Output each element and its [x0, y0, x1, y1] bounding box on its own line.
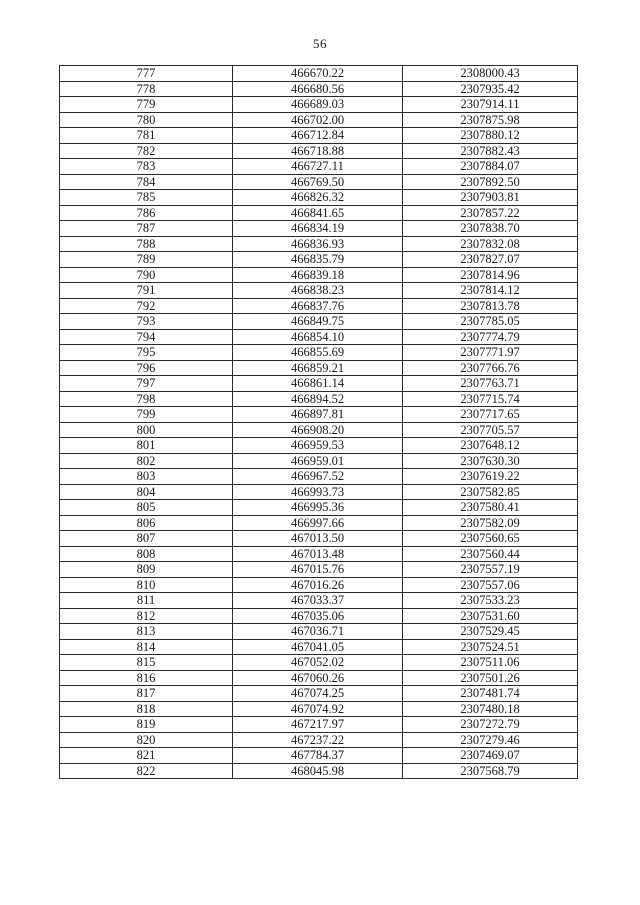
point-number-cell: 789	[60, 252, 233, 268]
table-row	[60, 453, 578, 469]
x-coordinate-cell: 467035.06	[233, 608, 403, 624]
table-row	[60, 763, 578, 779]
y-coordinate-cell: 2307814.12	[403, 283, 578, 299]
x-coordinate-cell: 466712.84	[233, 128, 403, 144]
x-coordinate-cell: 466837.76	[233, 298, 403, 314]
table-row	[60, 577, 578, 593]
point-number-cell: 801	[60, 438, 233, 454]
point-number-cell: 811	[60, 593, 233, 609]
y-coordinate-cell: 2307560.44	[403, 546, 578, 562]
point-number-cell: 814	[60, 639, 233, 655]
table-row	[60, 717, 578, 733]
y-coordinate-cell: 2307785.05	[403, 314, 578, 330]
table-row	[60, 391, 578, 407]
table-row	[60, 407, 578, 423]
point-number-cell: 795	[60, 345, 233, 361]
y-coordinate-cell: 2307531.60	[403, 608, 578, 624]
y-coordinate-cell: 2307630.30	[403, 453, 578, 469]
y-coordinate-cell: 2307619.22	[403, 469, 578, 485]
x-coordinate-cell: 466834.19	[233, 221, 403, 237]
point-number-cell: 817	[60, 686, 233, 702]
x-coordinate-cell: 466835.79	[233, 252, 403, 268]
y-coordinate-cell: 2307480.18	[403, 701, 578, 717]
y-coordinate-cell: 2307880.12	[403, 128, 578, 144]
point-number-cell: 777	[60, 66, 233, 82]
table-row	[60, 143, 578, 159]
y-coordinate-cell: 2307892.50	[403, 174, 578, 190]
y-coordinate-cell: 2307529.45	[403, 624, 578, 640]
x-coordinate-cell: 466995.36	[233, 500, 403, 516]
y-coordinate-cell: 2307705.57	[403, 422, 578, 438]
point-number-cell: 810	[60, 577, 233, 593]
x-coordinate-cell: 466908.20	[233, 422, 403, 438]
x-coordinate-cell: 467041.05	[233, 639, 403, 655]
point-number-cell: 806	[60, 515, 233, 531]
y-coordinate-cell: 2307568.79	[403, 763, 578, 779]
point-number-cell: 812	[60, 608, 233, 624]
table-row	[60, 159, 578, 175]
table-row	[60, 360, 578, 376]
point-number-cell: 786	[60, 205, 233, 221]
y-coordinate-cell: 2307813.78	[403, 298, 578, 314]
x-coordinate-cell: 466959.53	[233, 438, 403, 454]
y-coordinate-cell: 2307882.43	[403, 143, 578, 159]
x-coordinate-cell: 467060.26	[233, 670, 403, 686]
point-number-cell: 799	[60, 407, 233, 423]
y-coordinate-cell: 2308000.43	[403, 66, 578, 82]
y-coordinate-cell: 2307715.74	[403, 391, 578, 407]
x-coordinate-cell: 467013.48	[233, 546, 403, 562]
x-coordinate-cell: 466861.14	[233, 376, 403, 392]
table-row	[60, 298, 578, 314]
table-row	[60, 66, 578, 82]
y-coordinate-cell: 2307582.85	[403, 484, 578, 500]
point-number-cell: 818	[60, 701, 233, 717]
x-coordinate-cell: 467237.22	[233, 732, 403, 748]
point-number-cell: 787	[60, 221, 233, 237]
table-row	[60, 128, 578, 144]
point-number-cell: 782	[60, 143, 233, 159]
x-coordinate-cell: 467016.26	[233, 577, 403, 593]
y-coordinate-cell: 2307875.98	[403, 112, 578, 128]
y-coordinate-cell: 2307771.97	[403, 345, 578, 361]
point-number-cell: 797	[60, 376, 233, 392]
x-coordinate-cell: 466959.01	[233, 453, 403, 469]
y-coordinate-cell: 2307766.76	[403, 360, 578, 376]
x-coordinate-cell: 466997.66	[233, 515, 403, 531]
point-number-cell: 783	[60, 159, 233, 175]
x-coordinate-cell: 466839.18	[233, 267, 403, 283]
x-coordinate-cell: 466689.03	[233, 97, 403, 113]
x-coordinate-cell: 466993.73	[233, 484, 403, 500]
x-coordinate-cell: 466680.56	[233, 81, 403, 97]
point-number-cell: 790	[60, 267, 233, 283]
x-coordinate-cell: 466849.75	[233, 314, 403, 330]
y-coordinate-cell: 2307524.51	[403, 639, 578, 655]
coordinates-table-body	[60, 66, 578, 779]
x-coordinate-cell: 467052.02	[233, 655, 403, 671]
table-row	[60, 593, 578, 609]
table-row	[60, 546, 578, 562]
point-number-cell: 813	[60, 624, 233, 640]
y-coordinate-cell: 2307557.06	[403, 577, 578, 593]
y-coordinate-cell: 2307838.70	[403, 221, 578, 237]
y-coordinate-cell: 2307774.79	[403, 329, 578, 345]
y-coordinate-cell: 2307272.79	[403, 717, 578, 733]
x-coordinate-cell: 467036.71	[233, 624, 403, 640]
y-coordinate-cell: 2307557.19	[403, 562, 578, 578]
table-row	[60, 174, 578, 190]
table-row	[60, 608, 578, 624]
table-row	[60, 624, 578, 640]
y-coordinate-cell: 2307832.08	[403, 236, 578, 252]
y-coordinate-cell: 2307533.23	[403, 593, 578, 609]
x-coordinate-cell: 466727.11	[233, 159, 403, 175]
y-coordinate-cell: 2307717.65	[403, 407, 578, 423]
point-number-cell: 802	[60, 453, 233, 469]
y-coordinate-cell: 2307935.42	[403, 81, 578, 97]
table-row	[60, 329, 578, 345]
table-row	[60, 639, 578, 655]
x-coordinate-cell: 466854.10	[233, 329, 403, 345]
y-coordinate-cell: 2307560.65	[403, 531, 578, 547]
table-row	[60, 81, 578, 97]
table-row	[60, 562, 578, 578]
table-row	[60, 190, 578, 206]
table-row	[60, 500, 578, 516]
table-row	[60, 438, 578, 454]
y-coordinate-cell: 2307648.12	[403, 438, 578, 454]
table-row	[60, 686, 578, 702]
table-row	[60, 670, 578, 686]
y-coordinate-cell: 2307582.09	[403, 515, 578, 531]
point-number-cell: 822	[60, 763, 233, 779]
table-row	[60, 422, 578, 438]
point-number-cell: 779	[60, 97, 233, 113]
point-number-cell: 798	[60, 391, 233, 407]
x-coordinate-cell: 466894.52	[233, 391, 403, 407]
x-coordinate-cell: 467074.92	[233, 701, 403, 717]
table-row	[60, 376, 578, 392]
point-number-cell: 788	[60, 236, 233, 252]
point-number-cell: 803	[60, 469, 233, 485]
table-row	[60, 748, 578, 764]
point-number-cell: 794	[60, 329, 233, 345]
point-number-cell: 808	[60, 546, 233, 562]
table-row	[60, 515, 578, 531]
y-coordinate-cell: 2307279.46	[403, 732, 578, 748]
point-number-cell: 819	[60, 717, 233, 733]
point-number-cell: 780	[60, 112, 233, 128]
x-coordinate-cell: 466718.88	[233, 143, 403, 159]
table-row	[60, 252, 578, 268]
point-number-cell: 821	[60, 748, 233, 764]
point-number-cell: 807	[60, 531, 233, 547]
x-coordinate-cell: 467074.25	[233, 686, 403, 702]
x-coordinate-cell: 467013.50	[233, 531, 403, 547]
y-coordinate-cell: 2307511.06	[403, 655, 578, 671]
point-number-cell: 816	[60, 670, 233, 686]
y-coordinate-cell: 2307903.81	[403, 190, 578, 206]
table-row	[60, 112, 578, 128]
x-coordinate-cell: 466841.65	[233, 205, 403, 221]
table-row	[60, 283, 578, 299]
table-row	[60, 267, 578, 283]
point-number-cell: 809	[60, 562, 233, 578]
point-number-cell: 796	[60, 360, 233, 376]
point-number-cell: 820	[60, 732, 233, 748]
x-coordinate-cell: 466702.00	[233, 112, 403, 128]
x-coordinate-cell: 466769.50	[233, 174, 403, 190]
table-row	[60, 97, 578, 113]
table-row	[60, 469, 578, 485]
x-coordinate-cell: 466897.81	[233, 407, 403, 423]
table-row	[60, 484, 578, 500]
point-number-cell: 793	[60, 314, 233, 330]
table-row	[60, 221, 578, 237]
y-coordinate-cell: 2307481.74	[403, 686, 578, 702]
coordinates-table	[59, 65, 578, 779]
point-number-cell: 781	[60, 128, 233, 144]
x-coordinate-cell: 466855.69	[233, 345, 403, 361]
point-number-cell: 800	[60, 422, 233, 438]
page-number: 56	[313, 36, 327, 51]
x-coordinate-cell: 467015.76	[233, 562, 403, 578]
y-coordinate-cell: 2307857.22	[403, 205, 578, 221]
point-number-cell: 785	[60, 190, 233, 206]
y-coordinate-cell: 2307827.07	[403, 252, 578, 268]
x-coordinate-cell: 466838.23	[233, 283, 403, 299]
point-number-cell: 815	[60, 655, 233, 671]
x-coordinate-cell: 466826.32	[233, 190, 403, 206]
x-coordinate-cell: 467784.37	[233, 748, 403, 764]
y-coordinate-cell: 2307501.26	[403, 670, 578, 686]
y-coordinate-cell: 2307469.07	[403, 748, 578, 764]
table-row	[60, 655, 578, 671]
x-coordinate-cell: 467217.97	[233, 717, 403, 733]
x-coordinate-cell: 466836.93	[233, 236, 403, 252]
table-row	[60, 236, 578, 252]
point-number-cell: 792	[60, 298, 233, 314]
table-row	[60, 205, 578, 221]
point-number-cell: 778	[60, 81, 233, 97]
table-row	[60, 701, 578, 717]
y-coordinate-cell: 2307914.11	[403, 97, 578, 113]
point-number-cell: 784	[60, 174, 233, 190]
x-coordinate-cell: 468045.98	[233, 763, 403, 779]
x-coordinate-cell: 466859.21	[233, 360, 403, 376]
y-coordinate-cell: 2307814.96	[403, 267, 578, 283]
table-row	[60, 732, 578, 748]
table-row	[60, 531, 578, 547]
table-row	[60, 314, 578, 330]
y-coordinate-cell: 2307763.71	[403, 376, 578, 392]
table-row	[60, 345, 578, 361]
y-coordinate-cell: 2307580.41	[403, 500, 578, 516]
point-number-cell: 805	[60, 500, 233, 516]
x-coordinate-cell: 466670.22	[233, 66, 403, 82]
x-coordinate-cell: 467033.37	[233, 593, 403, 609]
point-number-cell: 791	[60, 283, 233, 299]
point-number-cell: 804	[60, 484, 233, 500]
y-coordinate-cell: 2307884.07	[403, 159, 578, 175]
x-coordinate-cell: 466967.52	[233, 469, 403, 485]
